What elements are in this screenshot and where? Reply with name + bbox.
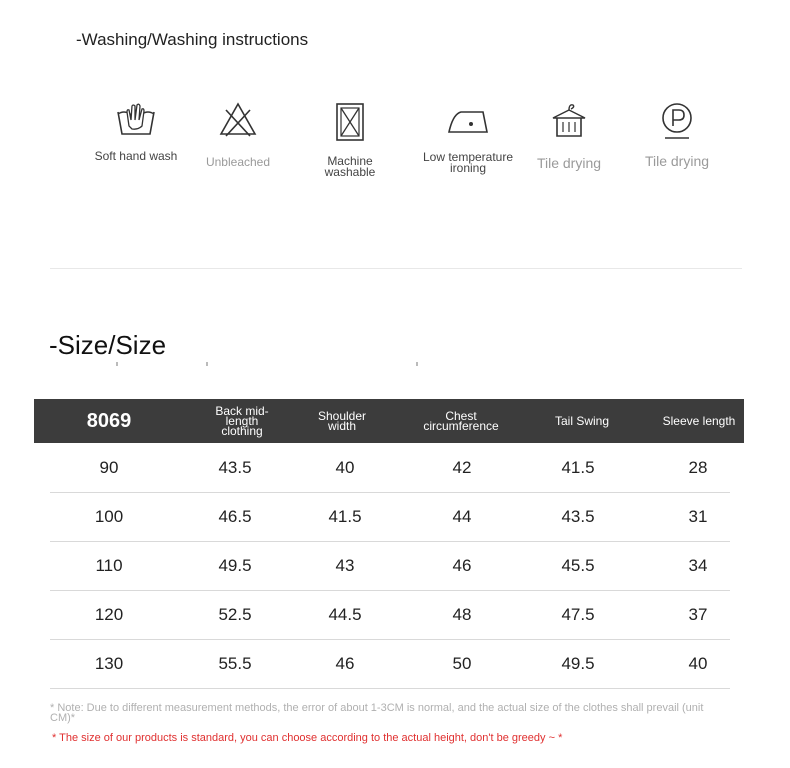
hand-wash-icon <box>114 100 158 138</box>
cell-size: 110 <box>95 556 123 575</box>
header-shoulder: Shoulder width <box>317 409 367 433</box>
cell: 46 <box>335 654 355 673</box>
decorative-marks <box>110 362 430 368</box>
care-item-dry-clean <box>622 100 732 200</box>
cell: 41.5 <box>561 458 595 477</box>
care-item-low-temp-iron <box>413 100 523 200</box>
table-row <box>50 542 730 591</box>
cell: 48 <box>452 605 472 624</box>
cell-size: 130 <box>94 654 124 673</box>
cell: 46.5 <box>218 507 252 526</box>
cell: 49.5 <box>561 654 595 673</box>
care-item-machine-wash <box>295 100 405 200</box>
cell: 44 <box>452 507 472 526</box>
size-advice-note: * The size of our products is standard, you can choose according to the actual height, don't be greedy ~ * <box>52 732 563 744</box>
washing-title: -Washing/Washing instructions <box>76 30 309 49</box>
size-table-header <box>34 399 744 443</box>
size-title: -Size/Size <box>49 330 167 360</box>
cell: 43.5 <box>218 458 252 477</box>
table-row <box>50 591 730 640</box>
cell: 44.5 <box>328 605 362 624</box>
cell: 43.5 <box>561 507 595 526</box>
care-label: Unbleached <box>205 155 271 169</box>
header-back-length: Back mid-length clothing <box>215 404 269 438</box>
header-sleeve: Sleeve length <box>662 414 736 428</box>
cell: 43 <box>335 556 355 575</box>
section-divider <box>50 268 742 269</box>
cell: 50 <box>452 654 472 673</box>
cell: 55.5 <box>218 654 252 673</box>
care-label: Low temperature ironing <box>422 150 514 175</box>
table-row <box>50 640 730 689</box>
care-label: Tile drying <box>536 155 602 171</box>
care-label: Soft hand wash <box>94 149 178 163</box>
model-number: 8069 <box>86 410 132 432</box>
dry-clean-icon <box>657 100 697 140</box>
measurement-note: * Note: Due to different measurement methods, the error of about 1-3CM is normal, and the actual size of the clothes shall prevail (unit CM)* <box>50 702 704 724</box>
header-chest: Chest circumference <box>423 409 499 433</box>
cell: 40 <box>335 458 355 477</box>
low-temp-iron-icon <box>445 100 491 138</box>
cell: 41.5 <box>328 507 362 526</box>
hang-dry-icon <box>549 100 589 140</box>
cell: 47.5 <box>561 605 595 624</box>
care-label: Machine washable <box>324 154 376 179</box>
cell-size: 100 <box>94 507 124 526</box>
care-item-no-bleach <box>183 100 293 200</box>
machine-wash-icon <box>333 100 367 144</box>
no-bleach-icon <box>218 100 258 138</box>
cell: 52.5 <box>218 605 252 624</box>
cell: 42 <box>452 458 472 477</box>
cell: 45.5 <box>561 556 595 575</box>
cell: 40 <box>688 654 708 673</box>
cell-size: 90 <box>99 458 119 477</box>
table-row <box>50 444 730 493</box>
care-item-hand-wash <box>81 100 191 200</box>
cell: 46 <box>452 556 472 575</box>
cell: 49.5 <box>218 556 252 575</box>
cell: 34 <box>688 556 708 575</box>
cell: 31 <box>688 507 708 526</box>
table-row <box>50 493 730 542</box>
care-item-hang-dry <box>514 100 624 200</box>
cell: 28 <box>688 458 708 477</box>
header-tail-swing: Tail Swing <box>554 414 610 428</box>
cell: 37 <box>688 605 708 624</box>
care-label: Tile drying <box>644 153 710 169</box>
cell-size: 120 <box>94 605 124 624</box>
